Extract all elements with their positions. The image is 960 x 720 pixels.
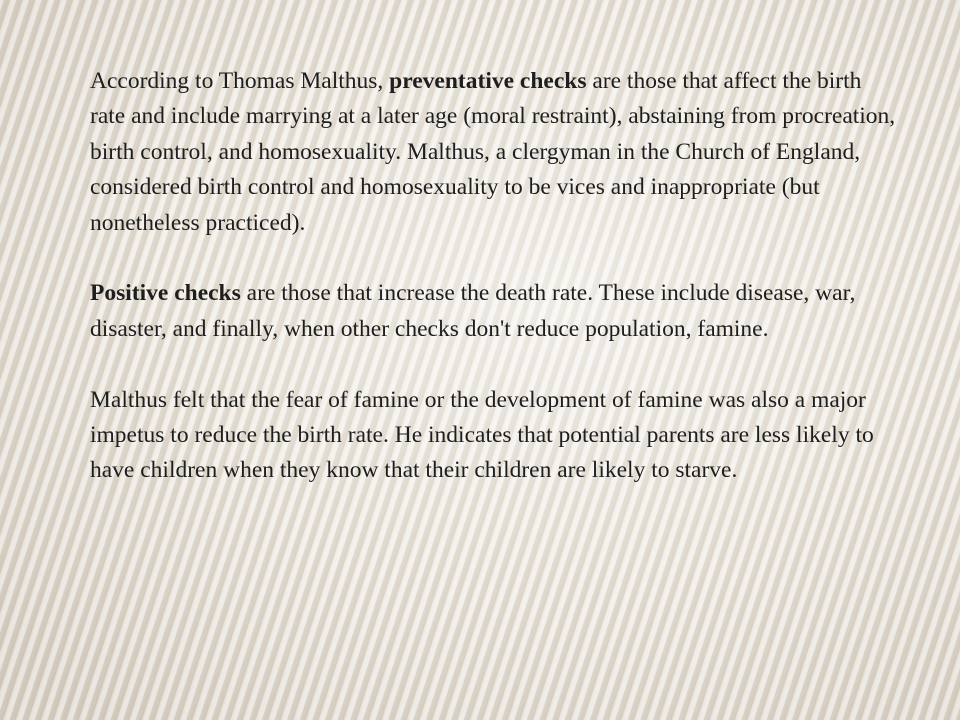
paragraph-text: Malthus felt that the fear of famine or the development of famine was also a major impetus to reduce the birth rate. He indicates that potential parents are less likely to have children when they know that their children are likely to starve. [90,386,874,484]
paragraph-preventative-checks [90,64,900,241]
slide-body [90,64,900,524]
paragraph-text: are those that increase the death rate. These include disease, war, disaster, and finally, when other checks don't reduce population, famine. [90,280,856,342]
bold-term: preventative checks [389,68,587,94]
paragraph-positive-checks [90,276,900,347]
paragraph-text: According to Thomas Malthus, [90,68,390,94]
paragraph-fear-of-famine [90,383,900,489]
paragraph-text: are those that affect the birth rate and include marrying at a later age (moral restraint), abstaining from procreation, birth control, and homosexuality. Malthus, a clergyman in the Church of England, considered birth control and homosexuality to be vices and inappropriate (but nonetheless practiced). [90,68,896,236]
bold-term: Positive checks [90,280,241,307]
